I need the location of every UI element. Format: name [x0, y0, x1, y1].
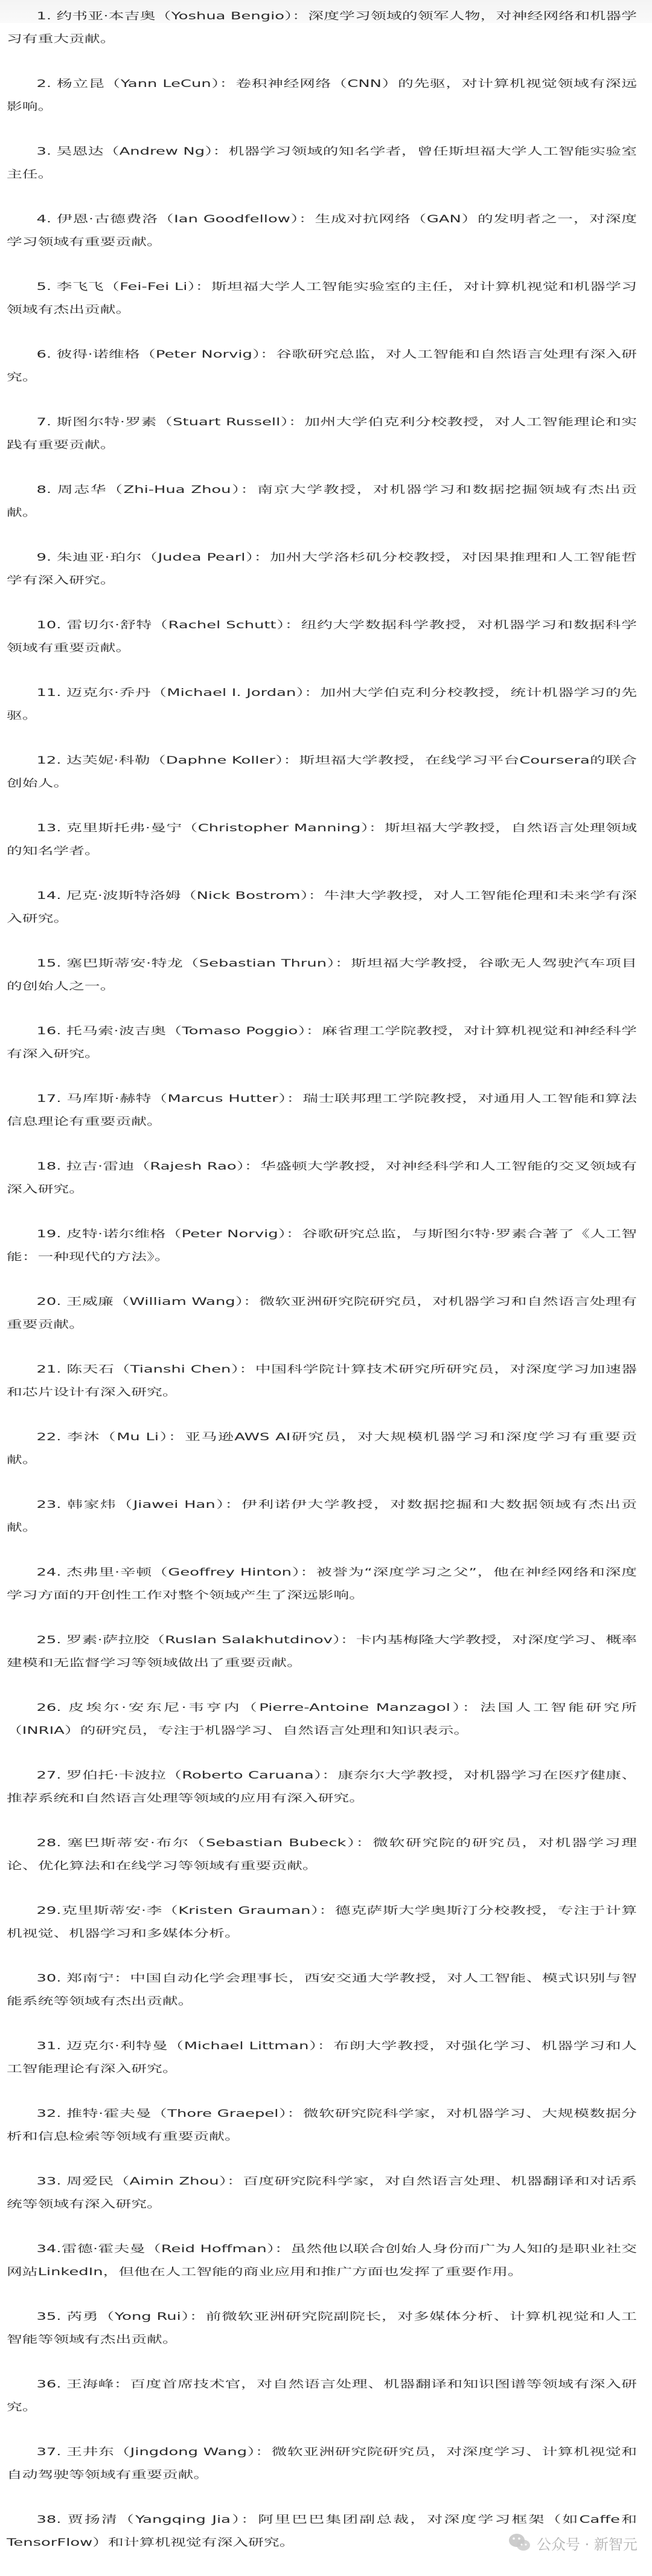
- list-item: 36. 王海峰：百度首席技术官，对自然语言处理、机器翻译和知识图谱等领域有深入研究。: [7, 2378, 637, 2413]
- list-item: 4. 伊恩·古德费洛（Ian Goodfellow）：生成对抗网络（GAN）的发明者之一，对深度学习领域有重要贡献。: [7, 213, 637, 248]
- list-item: 17. 马库斯·赫特（Marcus Hutter）：瑞士联邦理工学院教授，对通用人工智能和算法信息理论有重要贡献。: [7, 1093, 637, 1128]
- list-item: 14. 尼克·波斯特洛姆（Nick Bostrom）：牛津大学教授，对人工智能伦理和未来学有深入研究。: [7, 890, 637, 925]
- list-item: 18. 拉吉·雷迪（Rajesh Rao）：华盛顿大学教授，对神经科学和人工智能的交叉领域有深入研究。: [7, 1161, 637, 1196]
- list-item: 7. 斯图尔特·罗素（Stuart Russell）：加州大学伯克利分校教授，对人工智能理论和实践有重要贡献。: [7, 416, 637, 451]
- list-item: 9. 朱迪亚·珀尔（Judea Pearl）：加州大学洛杉矶分校教授，对因果推理和人工智能哲学有深入研究。: [7, 552, 637, 587]
- list-item: 5. 李飞飞（Fei-Fei Li）：斯坦福大学人工智能实验室的主任，对计算机视觉和机器学习领域有杰出贡献。: [7, 281, 637, 316]
- list-item: 10. 雷切尔·舒特（Rachel Schutt）：纽约大学数据科学教授，对机器学习和数据科学领域有重要贡献。: [7, 619, 637, 654]
- list-item: 1. 约书亚·本吉奥（Yoshua Bengio）：深度学习领域的领军人物，对神经网络和机器学习有重大贡献。: [7, 10, 637, 45]
- list-item: 23. 韩家炜（Jiawei Han）：伊利诺伊大学教授，对数据挖掘和大数据领域有杰出贡献。: [7, 1499, 637, 1534]
- list-item: 35. 芮勇（Yong Rui）：前微软亚洲研究院副院长，对多媒体分析、计算机视觉和人工智能等领域有杰出贡献。: [7, 2311, 637, 2346]
- watermark-label: 公众号 · 新智元: [537, 2536, 638, 2553]
- list-item: 15. 塞巴斯蒂安·特龙（Sebastian Thrun）：斯坦福大学教授，谷歌无人驾驶汽车项目的创始人之一。: [7, 958, 637, 993]
- list-item: 30. 郑南宁：中国自动化学会理事长，西安交通大学教授，对人工智能、模式识别与智能系统等领域有杰出贡献。: [7, 1972, 637, 2008]
- list-item: 28. 塞巴斯蒂安·布尔（Sebastian Bubeck）：微软研究院的研究员，对机器学习理论、优化算法和在线学习等领域有重要贡献。: [7, 1837, 637, 1872]
- list-item: 8. 周志华（Zhi-Hua Zhou）：南京大学教授，对机器学习和数据挖掘领域有杰出贡献。: [7, 484, 637, 519]
- watermark: [508, 2532, 638, 2554]
- list-item: 34.雷德·霍夫曼（Reid Hoffman）：虽然他以联合创始人身份而广为人知的是职业社交网站LinkedIn，但他在人工智能的商业应用和推广方面也发挥了重要作用。: [7, 2243, 637, 2278]
- list-item: 38. 贾扬清（Yangqing Jia）：阿里巴巴集团副总裁，对深度学习框架（如Caffe和TensorFlow）和计算机视觉有深入研究。: [7, 2514, 637, 2549]
- list-item: 37. 王井东（Jingdong Wang）：微软亚洲研究院研究员，对深度学习、计算机视觉和自动驾驶等领域有重要贡献。: [7, 2446, 637, 2481]
- list-item: 26. 皮埃尔·安东尼·韦亨内（Pierre-Antoine Manzagol）：法国人工智能研究所（INRIA）的研究员，专注于机器学习、自然语言处理和知识表示。: [7, 1702, 637, 1737]
- list-item: 11. 迈克尔·乔丹（Michael I. Jordan）：加州大学伯克利分校教授，统计机器学习的先驱。: [7, 687, 637, 722]
- list-item: 2. 杨立昆（Yann LeCun）：卷积神经网络（CNN）的先驱，对计算机视觉领域有深远影响。: [7, 78, 637, 113]
- list-item: 6. 彼得·诺维格（Peter Norvig）：谷歌研究总监，对人工智能和自然语言处理有深入研究。: [7, 349, 637, 384]
- list-item: 16. 托马索·波吉奥（Tomaso Poggio）：麻省理工学院教授，对计算机视觉和神经科学有深入研究。: [7, 1025, 637, 1060]
- list-item: 25. 罗素·萨拉胶（Ruslan Salakhutdinov）：卡内基梅隆大学教授，对深度学习、概率建模和无监督学习等领域做出了重要贡献。: [7, 1634, 637, 1669]
- wechat-icon: [508, 2533, 532, 2553]
- list-item: 12. 达芙妮·科勒（Daphne Koller）：斯坦福大学教授，在线学习平台Coursera的联合创始人。: [7, 755, 637, 790]
- list-item: 20. 王威廉（William Wang）：微软亚洲研究院研究员，对机器学习和自然语言处理有重要贡献。: [7, 1296, 637, 1331]
- list-item: 24. 杰弗里·辛顿（Geoffrey Hinton）：被誉为“深度学习之父”，他在神经网络和深度学习方面的开创性工作对整个领域产生了深远影响。: [7, 1567, 637, 1602]
- list-item: 21. 陈天石（Tianshi Chen）：中国科学院计算技术研究所研究员，对深度学习加速器和芯片设计有深入研究。: [7, 1364, 637, 1399]
- list-item: 32. 推特·霍夫曼（Thore Graepel）：微软研究院科学家，对机器学习、大规模数据分析和信息检索等领域有重要贡献。: [7, 2108, 637, 2143]
- list-item: 33. 周爱民（Aimin Zhou）：百度研究院科学家，对自然语言处理、机器翻译和对话系统等领域有深入研究。: [7, 2175, 637, 2211]
- list-item: 13. 克里斯托弗·曼宁（Christopher Manning）：斯坦福大学教授，自然语言处理领域的知名学者。: [7, 822, 637, 857]
- list-item: 29.克里斯蒂安·李（Kristen Grauman）：德克萨斯大学奥斯汀分校教授，专注于计算机视觉、机器学习和多媒体分析。: [7, 1905, 637, 1940]
- list-item: 27. 罗伯托·卡波拉（Roberto Caruana）：康奈尔大学教授，对机器学习在医疗健康、推荐系统和自然语言处理等领域的应用有深入研究。: [7, 1769, 637, 1805]
- list-item: 19. 皮特·诺尔维格（Peter Norvig）：谷歌研究总监，与斯图尔特·罗素合著了《人工智能：一种现代的方法》。: [7, 1228, 637, 1263]
- list-item: 22. 李沐（Mu Li）：亚马逊AWS AI研究员，对大规模机器学习和深度学习有重要贡献。: [7, 1431, 637, 1466]
- list-item: 3. 吴恩达（Andrew Ng）：机器学习领域的知名学者，曾任斯坦福大学人工智能实验室主任。: [7, 146, 637, 181]
- article-body: [7, 5, 637, 2576]
- list-item: 31. 迈克尔·利特曼（Michael Littman）：布朗大学教授，对强化学习、机器学习和人工智能理论有深入研究。: [7, 2040, 637, 2075]
